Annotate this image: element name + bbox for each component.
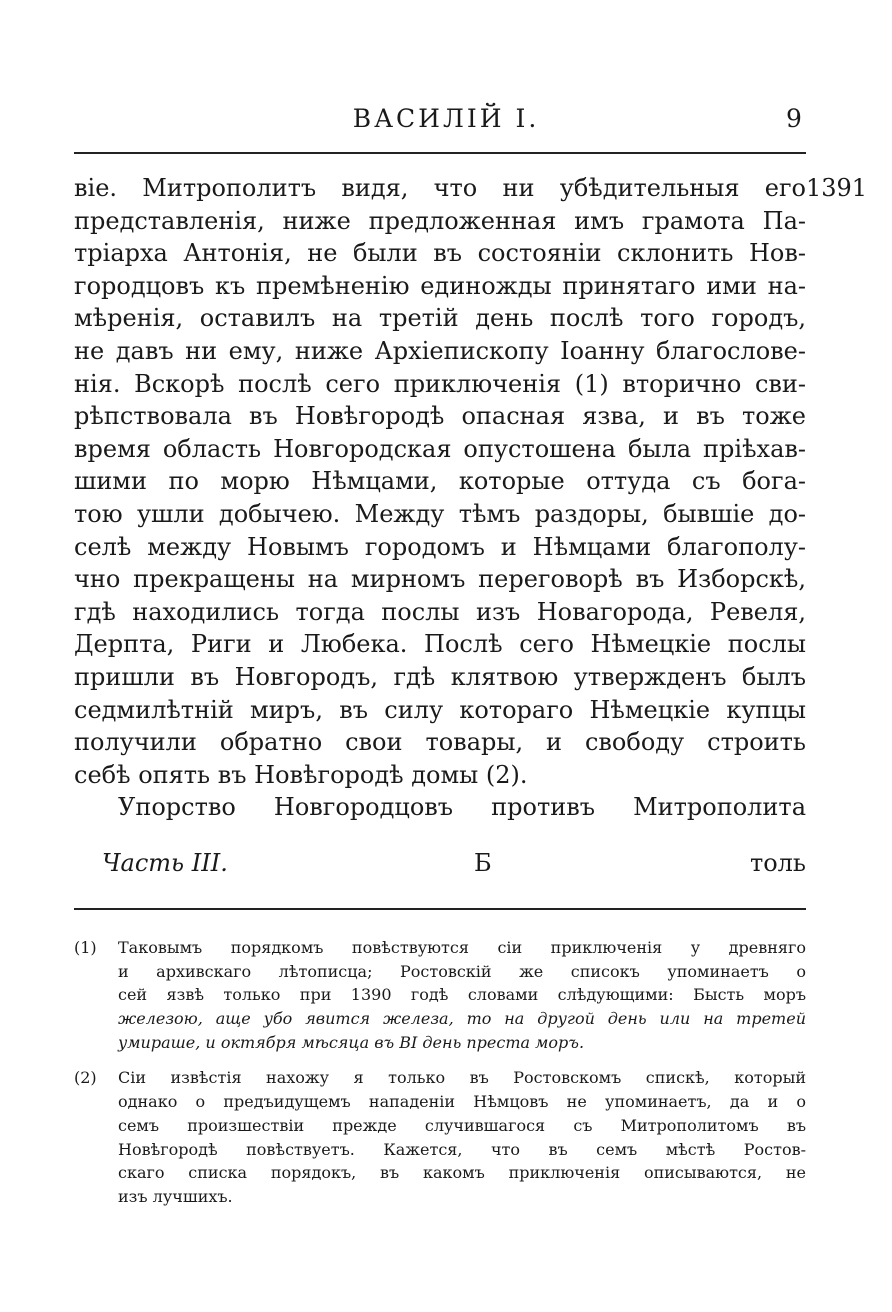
footnote-line: семъ произшествіи прежде случившагося съ Митрополитомъ въ: [118, 1115, 806, 1135]
catchword: толь: [749, 849, 806, 877]
text-line: седмилѣтній миръ, въ силу котораго Нѣмецкіе купцы: [74, 695, 806, 724]
footnote-line: Сіи извѣстія нахожу я только въ Ростовскомъ спискѣ, который: [118, 1068, 806, 1088]
text-line: віе. Митрополитъ видя, что ни убѣдительныя его: [74, 174, 806, 202]
footnote-line: умираше, и октября мѣсяца въ ВI день преста моръ.: [118, 1032, 585, 1052]
text-line: пришли въ Новгородъ, гдѣ клятвою утвержденъ былъ: [74, 662, 806, 691]
text-line: время область Новгородская опустошена была пріѣхав-: [74, 434, 806, 463]
text-line: чно прекращены на мирномъ переговорѣ въ Изборскѣ,: [74, 565, 806, 594]
text-line: не давъ ни ему, ниже Архіепископу Іоанну благослове-: [74, 336, 806, 365]
footnotes: [74, 936, 806, 1221]
text-line: представленія, ниже предложенная имъ грамота Па-: [74, 206, 806, 235]
page-number: 9: [786, 104, 802, 133]
main-text-body: [74, 172, 806, 824]
text-line: тою ушли добычею. Между тѣмъ раздоры, бывшіе до-: [74, 499, 806, 528]
signature-part: Часть III.: [102, 849, 228, 877]
header-rule: [74, 152, 806, 154]
margin-year-note: 1391: [806, 174, 868, 202]
text-line: селѣ между Новымъ городомъ и Нѣмцами благополу-: [74, 532, 806, 561]
text-line: шими по морю Нѣмцами, которые оттуда съ бога-: [74, 467, 806, 496]
text-line: нія. Вскорѣ послѣ сего приключенія (1) вторично сви-: [74, 369, 806, 398]
signature-line: [102, 846, 806, 880]
text-line: получили обратно свои товары, и свободу строить: [74, 728, 806, 757]
footnote-line: однако о предъидущемъ нападеніи Нѣмцовъ не упоминаетъ, да и о: [118, 1092, 806, 1112]
footnote-line: железою, аще убо явится железа, то на другой день или на третей: [118, 1009, 806, 1029]
text-line: тріарха Антонія, не были въ состояніи склонить Нов-: [74, 239, 806, 268]
footnote-line: изъ лучшихъ.: [118, 1186, 233, 1206]
text-line: мѣренія, оставилъ на третій день послѣ того городъ,: [74, 304, 806, 333]
footnote-line: сей язвѣ только при 1390 годѣ словами слѣдующими: Бысть моръ: [118, 985, 806, 1005]
footnote-1: [74, 936, 806, 1054]
footnote-line: Таковымъ порядкомъ повѣствуются сіи приключенія у древняго: [118, 938, 806, 957]
footnote-marker: (2): [74, 1068, 97, 1088]
text-line: городцовъ къ премѣненію единожды принятаго ими на-: [74, 271, 806, 300]
paragraph-start-line: Упорство Новгородцовъ противъ Митрополита: [118, 793, 806, 822]
footnote-line: Новѣгородѣ повѣствуетъ. Кажется, что въ семъ мѣстѣ Ростов-: [118, 1139, 806, 1159]
footnote-line: скаго списка порядокъ, въ какомъ приключенія описываются, не: [118, 1163, 806, 1183]
footnote-line: и архивскаго лѣтописца; Ростовскій же списокъ упоминаетъ о: [118, 961, 806, 981]
text-line: рѣпствовала въ Новѣгородѣ опасная язва, и въ тоже: [74, 402, 806, 431]
footnote-marker: (1): [74, 938, 97, 957]
signature-letter: Б: [474, 849, 492, 877]
footnote-rule: [74, 908, 806, 910]
footnote-2: [74, 1066, 806, 1208]
text-line: Дерпта, Риги и Любека. Послѣ сего Нѣмецкіе послы: [74, 630, 806, 659]
running-head-title: ВАСИЛІЙ I.: [352, 104, 540, 133]
text-line: себѣ опять въ Новѣгородѣ домы (2).: [74, 760, 528, 789]
text-line: гдѣ находились тогда послы изъ Новагорода, Ревеля,: [74, 597, 806, 626]
